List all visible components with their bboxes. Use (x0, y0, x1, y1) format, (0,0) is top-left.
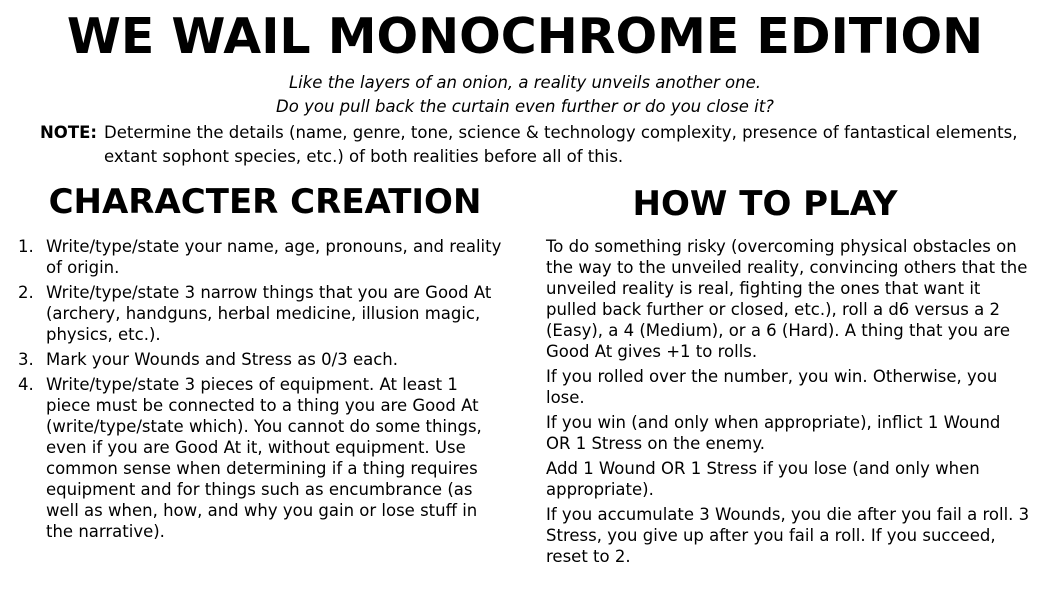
list-item-number: 1. (18, 237, 34, 256)
list-item (18, 282, 506, 345)
tagline-line-2: Do you pull back the curtain even further or do you close it? (276, 97, 774, 116)
tagline-line-1: Like the layers of an onion, a reality unveils another one. (288, 73, 762, 92)
list-item-text: Write/type/state 3 pieces of equipment. At least 1 piece must be connected to a thing you are Good At (write/type/state which). You cannot do some things, even if you are Good At it, without equipment. Use common sense when determining if a thing requires equipment and for things such as encumbrance (as well as when, how, and why you gain or lose stuff in the narrative). (46, 375, 482, 541)
how-to-play-body (546, 236, 1030, 571)
list-item (18, 374, 506, 542)
list-item-text: Write/type/state 3 narrow things that you are Good At (archery, handguns, herbal medicine, illusion magic, physics, etc.). (46, 283, 492, 344)
rules-paragraph: Add 1 Wound OR 1 Stress if you lose (and only when appropriate). (546, 459, 980, 499)
how-to-play-heading: HOW TO PLAY (632, 184, 898, 224)
character-creation-list (18, 236, 506, 546)
list-item-number: 4. (18, 375, 34, 394)
rules-paragraph: If you accumulate 3 Wounds, you die after you fail a roll. 3 Stress, you give up after you fail a roll. If you succeed, reset to 2. (546, 505, 1030, 566)
rules-paragraph: To do something risky (overcoming physical obstacles on the way to the unveiled reality, convincing others that the unveiled reality is real, fighting the ones that want it pulled back further or closed, etc.), roll a d6 versus a 2 (Easy), a 4 (Medium), or a 6 (Hard). A thing that you are Good At gives +1 to rolls. (546, 237, 1028, 361)
rules-paragraph: If you rolled over the number, you win. Otherwise, you lose. (546, 367, 998, 407)
list-item (18, 349, 506, 370)
list-item-number: 3. (18, 350, 34, 369)
note-text: Determine the details (name, genre, tone, science & technology complexity, presence of fantastical elements, extant sophont species, etc.) of both realities before all of this. (104, 123, 1018, 166)
list-item (18, 236, 506, 278)
list-item-text: Write/type/state your name, age, pronouns, and reality of origin. (46, 237, 502, 277)
character-creation-heading: CHARACTER CREATION (48, 182, 482, 222)
list-item-text: Mark your Wounds and Stress as 0/3 each. (46, 350, 398, 369)
page-title: WE WAIL MONOCHROME EDITION (66, 8, 984, 65)
note-label: NOTE: (40, 123, 97, 142)
list-item-number: 2. (18, 283, 34, 302)
rules-paragraph: If you win (and only when appropriate), inflict 1 Wound OR 1 Stress on the enemy. (546, 413, 1001, 453)
